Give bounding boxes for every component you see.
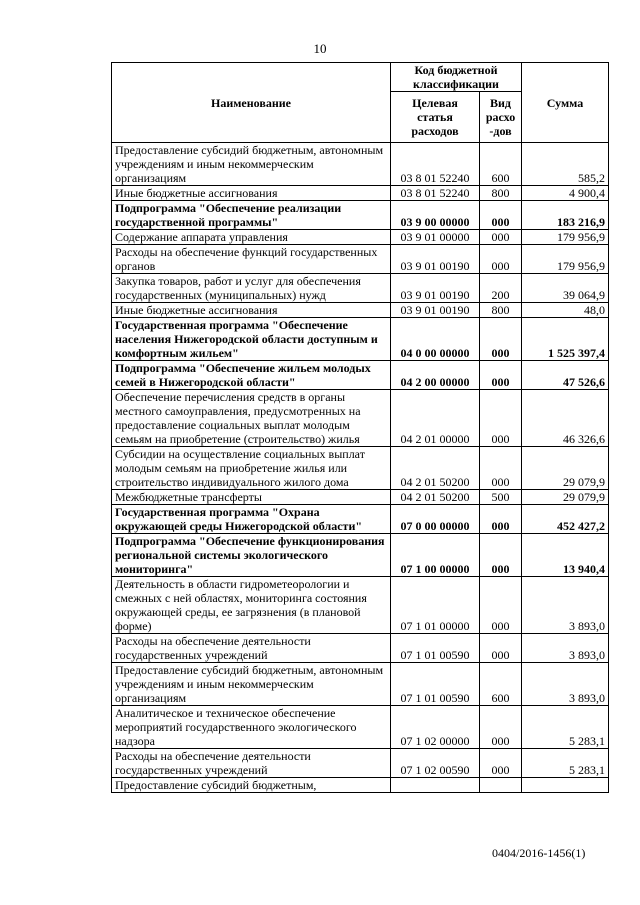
table-row [112, 634, 609, 663]
row-sum-cell: 4 900,4 [522, 186, 609, 201]
row-name-cell: Подпрограмма "Обеспечение функционирования региональной системы экологического мониторинга" [112, 534, 391, 577]
table-row [112, 778, 609, 793]
row-sum-cell: 3 893,0 [522, 577, 609, 634]
row-name-cell: Обеспечение перечисления средств в органы местного самоуправления, предусмотренных на предоставление социальных выплат молодым семьям на приобретение (строительство) жилья [112, 390, 391, 447]
row-name-cell: Предоставление субсидий бюджетным, автономным учреждениям и иным некоммерческим организациям [112, 143, 391, 186]
row-name-cell: Субсидии на осуществление социальных выплат молодым семьям на приобретение жилья или строительство индивидуального жилого дома [112, 447, 391, 490]
row-sum-cell: 183 216,9 [522, 201, 609, 230]
row-code-cell: 03 9 01 00190 [391, 245, 480, 274]
row-sum-cell: 13 940,4 [522, 534, 609, 577]
row-code-cell: 07 1 01 00590 [391, 663, 480, 706]
row-code-cell: 04 2 01 50200 [391, 447, 480, 490]
page-number: 10 [313, 41, 327, 56]
row-name-cell: Расходы на обеспечение деятельности государственных учреждений [112, 634, 391, 663]
table-header-row [112, 63, 609, 92]
table-row [112, 663, 609, 706]
row-name-cell: Закупка товаров, работ и услуг для обеспечения государственных (муниципальных) нужд [112, 274, 391, 303]
row-vid-cell [480, 778, 522, 793]
table-row [112, 490, 609, 505]
table-row [112, 749, 609, 778]
table-row [112, 447, 609, 490]
row-name-cell: Деятельность в области гидрометеорологии и смежных с ней областях, мониторинга состояния окружающей среды, ее загрязнения (в плановой форме) [112, 577, 391, 634]
document-footer-code: 0404/2016-1456(1) [492, 846, 586, 860]
row-sum-cell: 179 956,9 [522, 230, 609, 245]
row-sum-cell: 1 525 397,4 [522, 318, 609, 361]
table-row [112, 390, 609, 447]
row-code-cell: 04 2 01 50200 [391, 490, 480, 505]
table-row [112, 186, 609, 201]
row-code-cell: 03 8 01 52240 [391, 143, 480, 186]
table-row [112, 318, 609, 361]
row-code-cell [391, 778, 480, 793]
row-code-cell: 04 2 00 00000 [391, 361, 480, 390]
row-code-cell: 07 0 00 00000 [391, 505, 480, 534]
row-name-cell: Подпрограмма "Обеспечение жильем молодых семей в Нижегородской области" [112, 361, 391, 390]
row-vid-cell: 000 [480, 534, 522, 577]
header-code-group: Код бюджетной классификации [391, 63, 522, 92]
row-sum-cell: 3 893,0 [522, 634, 609, 663]
header-sum: Сумма [522, 63, 609, 143]
table-row [112, 505, 609, 534]
row-name-cell: Подпрограмма "Обеспечение реализации государственной программы" [112, 201, 391, 230]
row-name-cell: Предоставление субсидий бюджетным, [112, 778, 391, 793]
row-code-cell: 03 9 01 00190 [391, 274, 480, 303]
row-vid-cell: 000 [480, 749, 522, 778]
row-code-cell: 07 1 01 00000 [391, 577, 480, 634]
row-vid-cell: 000 [480, 447, 522, 490]
table-row [112, 201, 609, 230]
table-row [112, 143, 609, 186]
row-sum-cell: 29 079,9 [522, 490, 609, 505]
table-row [112, 577, 609, 634]
row-name-cell: Иные бюджетные ассигнования [112, 186, 391, 201]
row-vid-cell: 200 [480, 274, 522, 303]
row-sum-cell: 452 427,2 [522, 505, 609, 534]
row-vid-cell: 600 [480, 143, 522, 186]
row-vid-cell: 000 [480, 318, 522, 361]
table-row [112, 361, 609, 390]
row-sum-cell: 5 283,1 [522, 749, 609, 778]
row-code-cell: 04 2 01 00000 [391, 390, 480, 447]
row-name-cell: Предоставление субсидий бюджетным, автономным учреждениям и иным некоммерческим организациям [112, 663, 391, 706]
row-vid-cell: 000 [480, 634, 522, 663]
row-name-cell: Иные бюджетные ассигнования [112, 303, 391, 318]
row-sum-cell: 585,2 [522, 143, 609, 186]
header-name: Наименование [112, 63, 391, 143]
row-vid-cell: 000 [480, 577, 522, 634]
row-vid-cell: 000 [480, 201, 522, 230]
row-name-cell: Государственная программа "Охрана окружающей среды Нижегородской области" [112, 505, 391, 534]
row-vid-cell: 000 [480, 505, 522, 534]
budget-table [111, 62, 609, 793]
row-vid-cell: 000 [480, 706, 522, 749]
row-name-cell: Межбюджетные трансферты [112, 490, 391, 505]
row-code-cell: 07 1 02 00000 [391, 706, 480, 749]
row-code-cell: 03 9 01 00190 [391, 303, 480, 318]
row-vid-cell: 800 [480, 186, 522, 201]
row-code-cell: 03 9 01 00000 [391, 230, 480, 245]
table-row [112, 534, 609, 577]
row-vid-cell: 000 [480, 390, 522, 447]
row-sum-cell: 47 526,6 [522, 361, 609, 390]
row-vid-cell: 000 [480, 230, 522, 245]
row-name-cell: Государственная программа "Обеспечение населения Нижегородской области доступным и комфортным жильем" [112, 318, 391, 361]
row-vid-cell: 500 [480, 490, 522, 505]
row-code-cell: 03 8 01 52240 [391, 186, 480, 201]
row-sum-cell [522, 778, 609, 793]
row-sum-cell: 39 064,9 [522, 274, 609, 303]
table-row [112, 706, 609, 749]
row-sum-cell: 179 956,9 [522, 245, 609, 274]
row-vid-cell: 000 [480, 361, 522, 390]
row-sum-cell: 48,0 [522, 303, 609, 318]
row-code-cell: 07 1 00 00000 [391, 534, 480, 577]
row-name-cell: Аналитическое и техническое обеспечение мероприятий государственного экологического надзора [112, 706, 391, 749]
header-vid: Вид расхо -дов [480, 92, 522, 143]
row-code-cell: 07 1 01 00590 [391, 634, 480, 663]
row-sum-cell: 46 326,6 [522, 390, 609, 447]
row-sum-cell: 5 283,1 [522, 706, 609, 749]
table-row [112, 303, 609, 318]
row-vid-cell: 600 [480, 663, 522, 706]
table-row [112, 230, 609, 245]
row-code-cell: 04 0 00 00000 [391, 318, 480, 361]
row-name-cell: Расходы на обеспечение деятельности государственных учреждений [112, 749, 391, 778]
table-row [112, 245, 609, 274]
row-code-cell: 07 1 02 00590 [391, 749, 480, 778]
table-row [112, 274, 609, 303]
header-target: Целевая статья расходов [391, 92, 480, 143]
row-vid-cell: 800 [480, 303, 522, 318]
row-name-cell: Содержание аппарата управления [112, 230, 391, 245]
row-vid-cell: 000 [480, 245, 522, 274]
row-name-cell: Расходы на обеспечение функций государственных органов [112, 245, 391, 274]
row-sum-cell: 3 893,0 [522, 663, 609, 706]
row-code-cell: 03 9 00 00000 [391, 201, 480, 230]
row-sum-cell: 29 079,9 [522, 447, 609, 490]
